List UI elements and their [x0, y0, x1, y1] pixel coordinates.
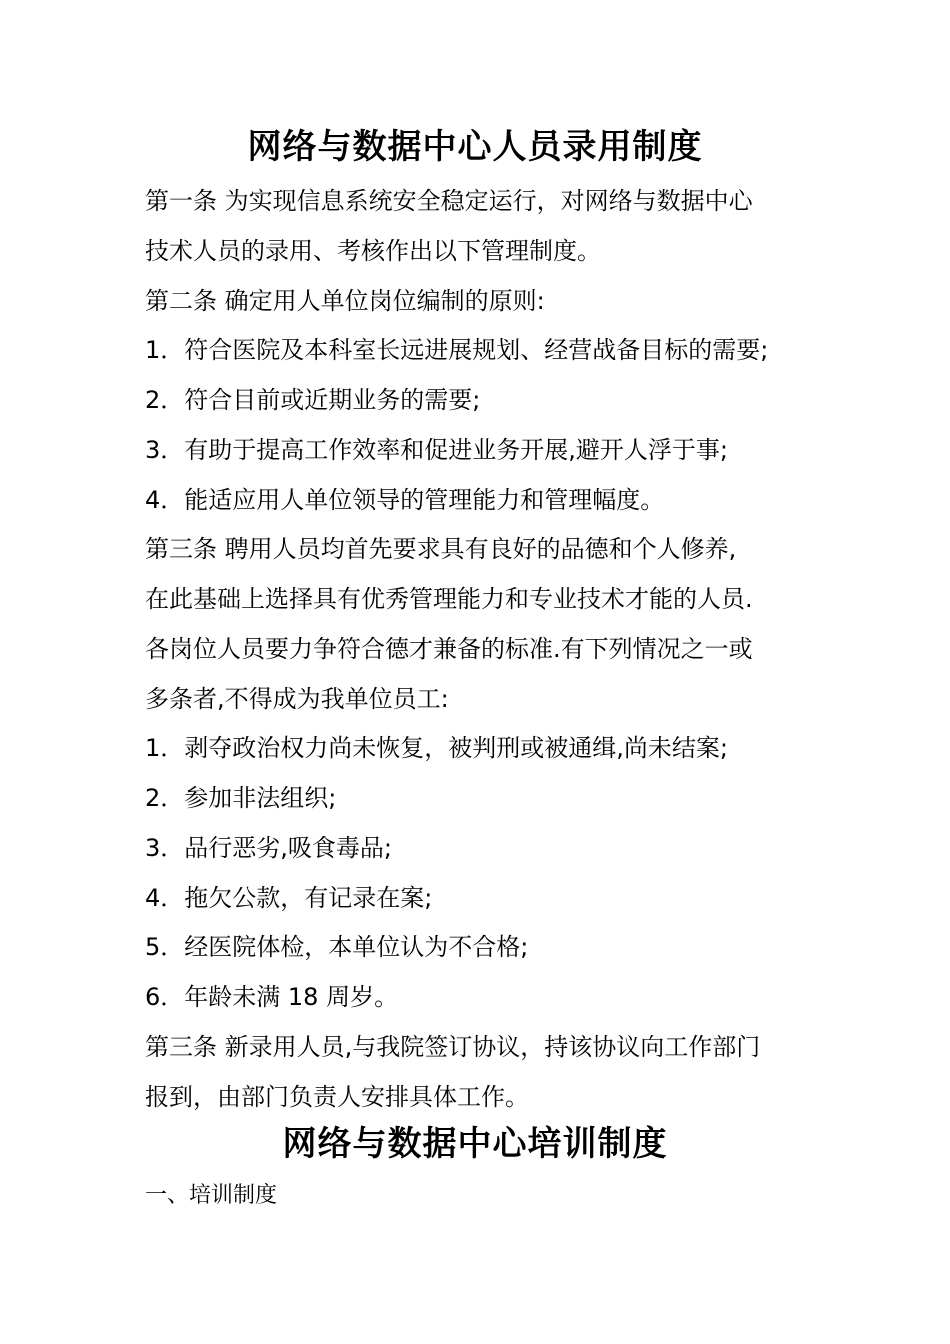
body-line: 多条者,不得成为我单位员工:: [145, 684, 449, 713]
body-line: 在此基础上选择具有优秀管理能力和专业技术才能的人员.: [145, 585, 753, 613]
body-line: 4．拖欠公款，有记录在案;: [145, 883, 433, 912]
body-line: 第二条 确定用人单位岗位编制的原则:: [145, 286, 545, 315]
body-line: 2．符合目前或近期业务的需要;: [145, 386, 481, 414]
recruitment-policy-title: 网络与数据中心人员录用制度: [247, 127, 703, 167]
body-line: 技术人员的录用、考核作出以下管理制度。: [145, 236, 601, 265]
body-line: 3．品行恶劣,吸食毒品;: [145, 833, 392, 862]
body-line: 3．有助于提高工作效率和促进业务开展,避开人浮于事;: [145, 435, 728, 464]
body-line: 6．年龄未满 18 周岁。: [145, 983, 399, 1011]
body-line: 报到，由部门负责人安排具体工作。: [145, 1082, 529, 1111]
body-line: 1．符合医院及本科室长远进展规划、经营战备目标的需要;: [145, 336, 769, 365]
body-line: 5．经医院体检，本单位认为不合格;: [145, 933, 529, 962]
body-line: 第一条 为实现信息系统安全稳定运行，对网络与数据中心: [145, 187, 753, 215]
body-line: 第三条 聘用人员均首先要求具有良好的品德和个人修养,: [145, 535, 737, 564]
recruitment-policy-body: [145, 177, 815, 1122]
body-line: 1．剥夺政治权力尚未恢复，被判刑或被通缉,尚未结案;: [145, 734, 728, 763]
body-line: 2．参加非法组织;: [145, 784, 337, 812]
body-line: 4．能适应用人单位领导的管理能力和管理幅度。: [145, 485, 665, 514]
training-section-heading: 一、培训制度: [145, 1183, 278, 1208]
training-policy-title: 网络与数据中心培训制度: [282, 1124, 668, 1164]
body-line: 各岗位人员要力争符合德才兼备的标准.有下列情况之一或: [145, 634, 753, 663]
body-line: 第三条 新录用人员,与我院签订协议，持该协议向工作部门: [145, 1032, 761, 1061]
